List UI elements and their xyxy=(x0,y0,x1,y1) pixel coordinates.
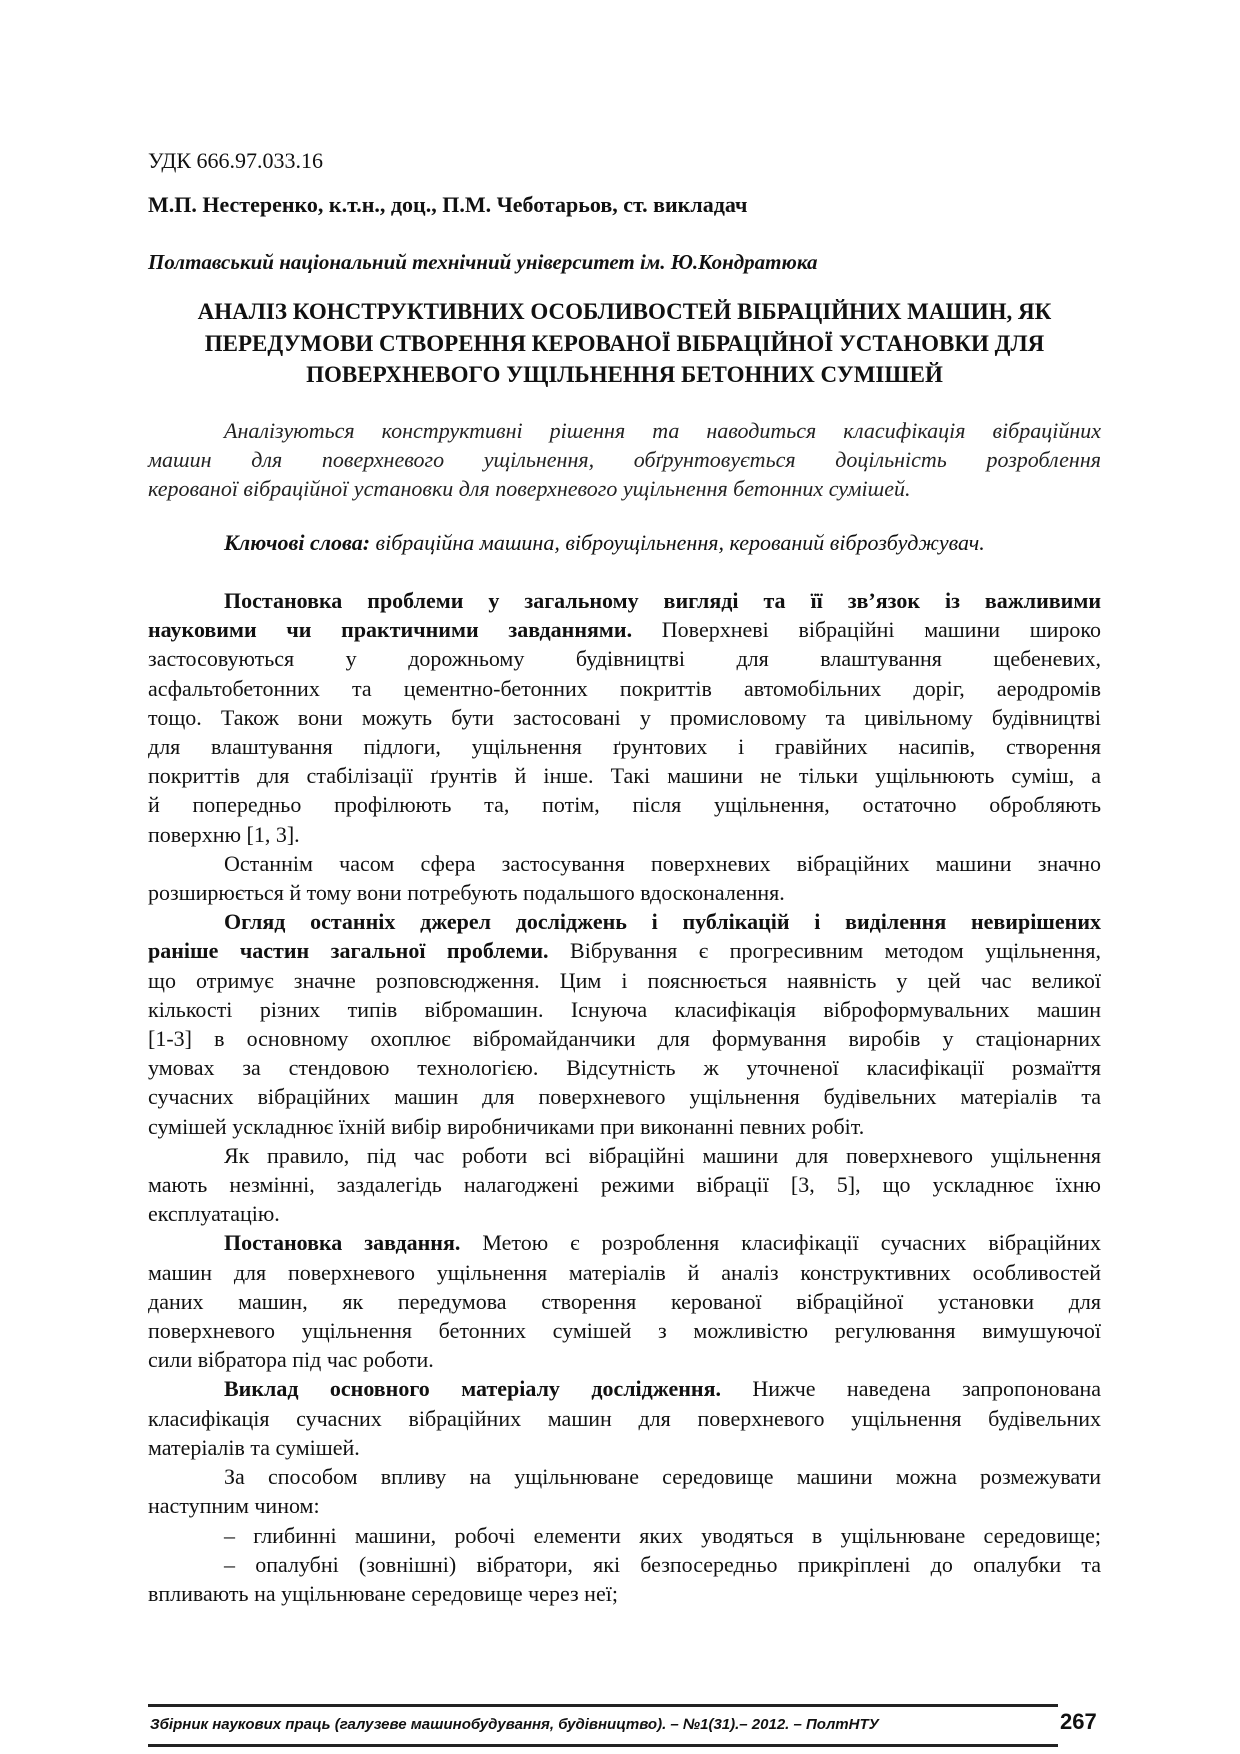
text: Поверхневі вібраційні машини широко xyxy=(632,617,1101,643)
body-line: сили вібратора під час роботи. xyxy=(148,1347,434,1373)
title-line: ПОВЕРХНЕВОГО УЩІЛЬНЕННЯ БЕТОННИХ СУМІШЕЙ xyxy=(306,362,943,387)
body-line: даних машин, як передумова створення керованої вібраційної установки для xyxy=(148,1288,1101,1314)
body-line: застосовуються у дорожньому будівництві для влаштування щебеневих, xyxy=(148,646,1101,672)
body-line: розширюється й тому вони потребують подальшого вдосконалення. xyxy=(148,880,785,906)
body-line: За способом впливу на ущільнюване середовище машини можна розмежувати xyxy=(224,1464,1101,1490)
body-line xyxy=(148,907,1101,936)
title-line: АНАЛІЗ КОНСТРУКТИВНИХ ОСОБЛИВОСТЕЙ ВІБРАЦІЙНИХ МАШИН, ЯК xyxy=(197,299,1052,324)
footer-top-rule xyxy=(148,1704,1058,1707)
body-line: експлуатацію. xyxy=(148,1201,280,1227)
text: Вібрування є прогресивним методом ущільнення, xyxy=(548,938,1101,964)
body-line: й попередньо профілюють та, потім, після ущільнення, остаточно обробляють xyxy=(148,792,1101,818)
udk-code: УДК 666.97.033.16 xyxy=(148,148,324,173)
section-heading: науковими чи практичними завданнями. xyxy=(148,617,633,643)
affiliation: Полтавський національний технічний університет ім. Ю.Кондратюка xyxy=(148,250,818,274)
text: Метою є розроблення класифікації сучасних вібраційних xyxy=(460,1230,1101,1256)
body-line: асфальтобетонних та цементно-бетонних покриттів автомобільних доріг, аеродромів xyxy=(148,675,1101,701)
keywords-text: вібраційна машина, віброущільнення, керований віброзбуджувач. xyxy=(370,530,985,555)
body-line: поверхневого ущільнення бетонних сумішей з можливістю регулювання вимушуючої xyxy=(148,1318,1101,1344)
body-line: покриттів для стабілізації ґрунтів й інше. Такі машини не тільки ущільнюють суміш, а xyxy=(148,763,1101,789)
list-item: впливають на ущільнюване середовище через неї; xyxy=(148,1580,618,1606)
body-line: поверхню [1, 3]. xyxy=(148,821,300,847)
body-line: наступним чином: xyxy=(148,1493,320,1519)
article-body xyxy=(148,586,1101,1608)
page-number: 267 xyxy=(1060,1709,1097,1734)
title-line: ПЕРЕДУМОВИ СТВОРЕННЯ КЕРОВАНОЇ ВІБРАЦІЙНОЇ УСТАНОВКИ ДЛЯ xyxy=(204,330,1045,356)
body-line xyxy=(148,1228,1101,1257)
body-line: що отримує значне розповсюдження. Цим і пояснюється наявність у цей час великої xyxy=(148,967,1101,993)
section-heading: раніше частин загальної проблеми. xyxy=(148,938,549,964)
body-line: Останнім часом сфера застосування поверхневих вібраційних машини значно xyxy=(224,850,1101,876)
article-title xyxy=(148,296,1101,391)
abstract-line: керованої вібраційної установки для поверхневого ущільнення бетонних сумішей. xyxy=(148,476,911,501)
body-line: умовах за стендовою технологією. Відсутність ж уточненої класифікації розмаїття xyxy=(148,1055,1101,1081)
body-line: машин для поверхневого ущільнення матеріалів й аналіз конструктивних особливостей xyxy=(148,1259,1101,1285)
body-line: кількості різних типів вібромашин. Існуюча класифікація віброформувальних машин xyxy=(148,996,1101,1022)
body-line: Як правило, під час роботи всі вібраційні машини для поверхневого ущільнення xyxy=(224,1142,1101,1168)
body-line xyxy=(148,1374,1101,1403)
list-item: – глибинні машини, робочі елементи яких уводяться в ущільнюване середовище; xyxy=(224,1522,1101,1548)
body-line: сумішей ускладнює їхній вибір виробничиками при виконанні певних робіт. xyxy=(148,1113,865,1139)
body-line xyxy=(148,936,1101,965)
footer-bottom-rule xyxy=(148,1744,1058,1747)
text: Нижче наведена запропонована xyxy=(720,1376,1101,1402)
body-line xyxy=(148,586,1101,615)
section-heading: Постановка завдання. xyxy=(224,1230,461,1256)
section-heading: Огляд останніх джерел досліджень і публікацій і виділення невирішених xyxy=(224,909,1101,935)
body-line: сучасних вібраційних машин для поверхневого ущільнення будівельних матеріалів та xyxy=(148,1084,1101,1110)
keywords xyxy=(148,530,1101,556)
abstract-line: машин для поверхневого ущільнення, обґрунтовується доцільність розроблення xyxy=(148,447,1101,472)
body-line: матеріалів та сумішей. xyxy=(148,1434,360,1460)
body-line: [1-3] в основному охоплює вібромайданчики для формування виробів у стаціонарних xyxy=(148,1026,1101,1052)
abstract-line: Аналізуються конструктивні рішення та наводиться класифікація вібраційних xyxy=(224,418,1101,443)
list-item: – опалубні (зовнішні) вібратори, які безпосередньо прикріплені до опалубки та xyxy=(224,1551,1101,1577)
section-heading: Виклад основного матеріалу дослідження. xyxy=(224,1376,721,1402)
body-line: тощо. Також вони можуть бути застосовані у промисловому та цивільному будівництві xyxy=(148,704,1101,730)
section-heading: Постановка проблеми у загальному вигляді та її зв’язок із важливими xyxy=(224,588,1101,613)
abstract xyxy=(148,416,1101,503)
body-line: мають незмінні, заздалегідь налагоджені режими вібрації [3, 5], що ускладнює їхню xyxy=(148,1172,1101,1198)
authors: М.П. Нестеренко, к.т.н., доц., П.М. Чеботарьов, ст. викладач xyxy=(148,192,748,217)
footer-journal: Збірник наукових праць (галузеве машинобудування, будівництво). – №1(31).– 2012. – ПолтНТУ xyxy=(150,1716,879,1733)
body-line xyxy=(148,615,1101,644)
keywords-label: Ключові слова: xyxy=(224,530,371,555)
body-line: для влаштування підлоги, ущільнення ґрунтових і гравійних насипів, створення xyxy=(148,734,1101,760)
body-line: класифікація сучасних вібраційних машин для поверхневого ущільнення будівельних xyxy=(148,1405,1101,1431)
